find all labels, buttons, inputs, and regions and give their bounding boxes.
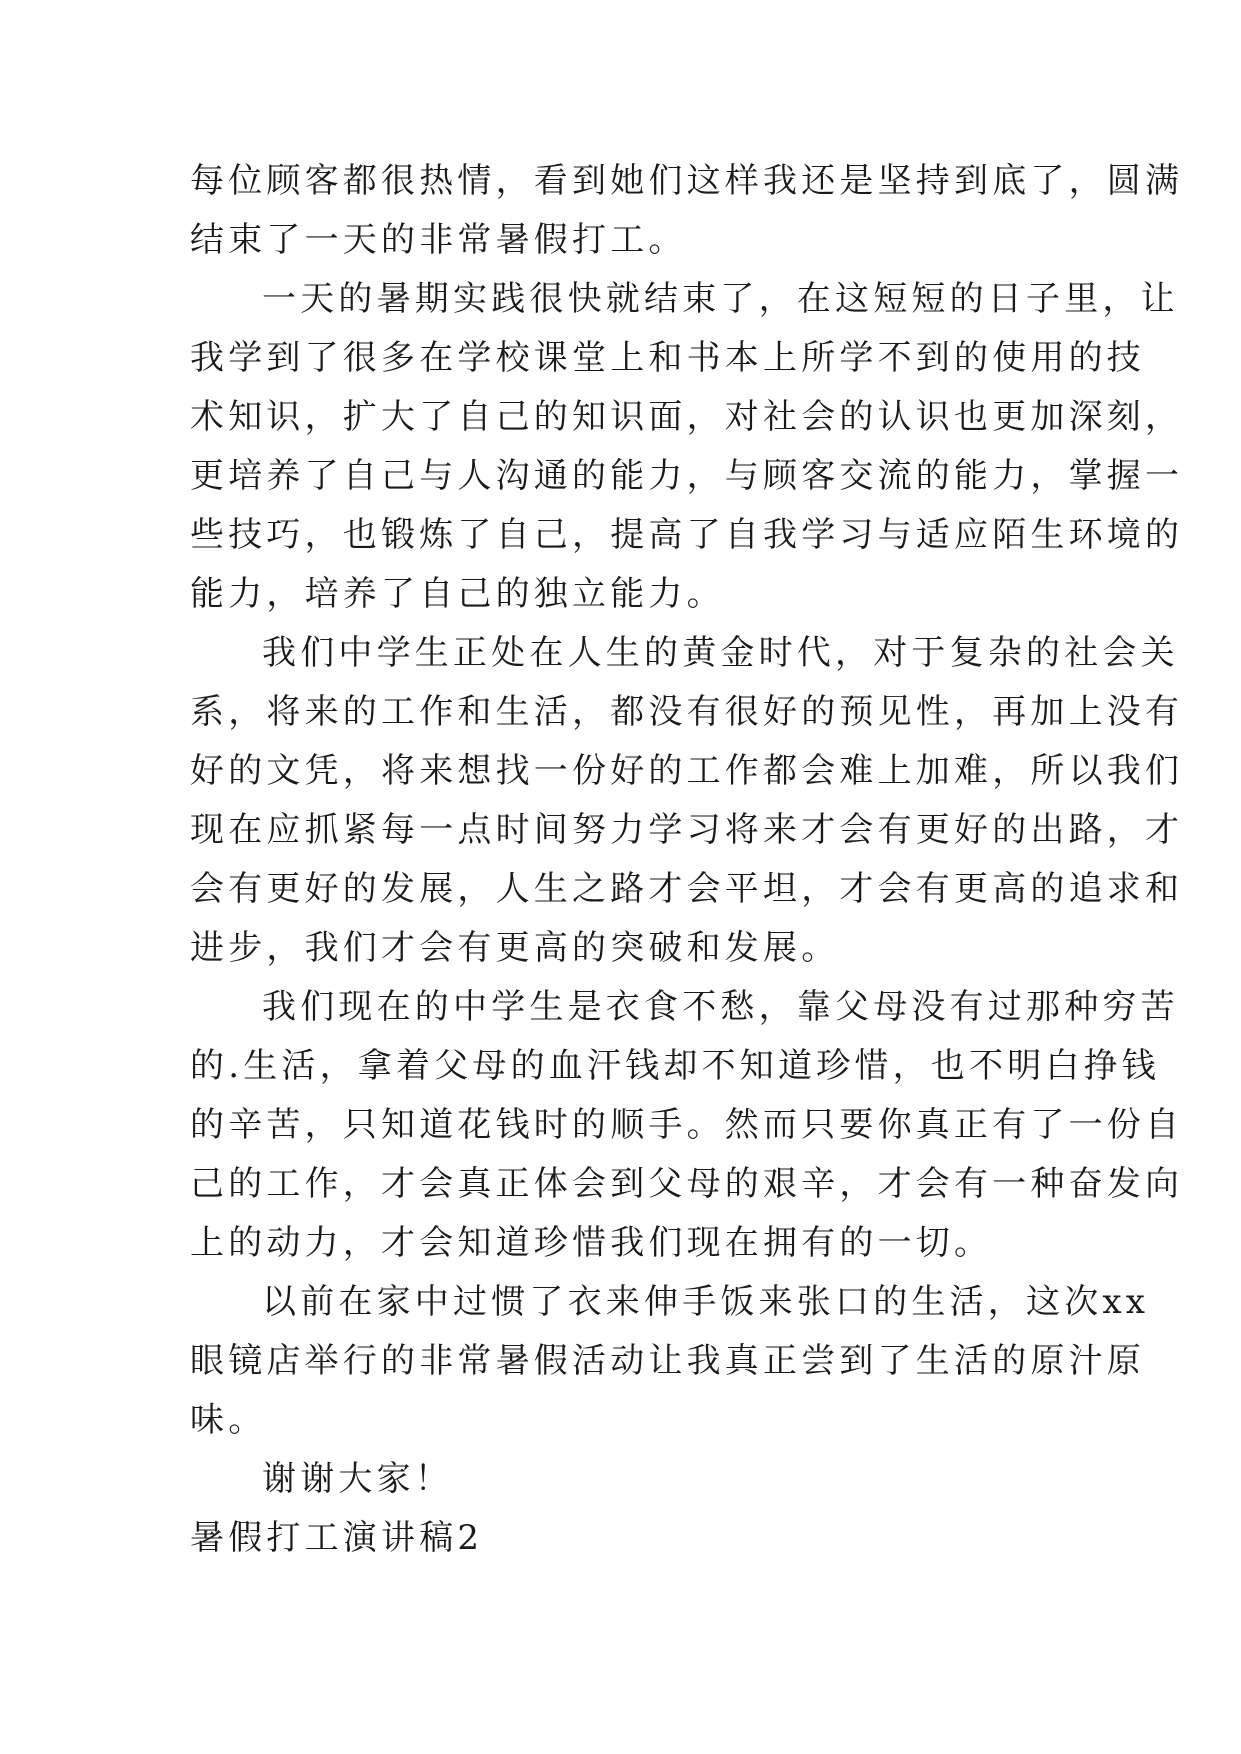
text-line: 我学到了很多在学校课堂上和书本上所学不到的使用的技: [190, 338, 1145, 378]
text-line: 以前在家中过惯了衣来伸手饭来张口的生活，这次xx: [262, 1282, 1150, 1322]
text-line: 现在应抓紧每一点时间努力学习将来才会有更好的出路，才: [190, 810, 1184, 850]
text-line: 会有更好的发展，人生之路才会平坦，才会有更高的追求和: [190, 869, 1184, 909]
paragraph-4: [190, 978, 1184, 1273]
paragraph-2: [190, 270, 1184, 624]
text-line: 味。: [190, 1400, 267, 1440]
paragraph-3: [190, 624, 1184, 978]
text-line: 我们中学生正处在人生的黄金时代，对于复杂的社会关: [262, 633, 1179, 673]
text-line: 进步，我们才会有更高的突破和发展。: [190, 928, 840, 968]
text-line: 一天的暑期实践很快就结束了，在这短短的日子里，让: [262, 279, 1179, 319]
text-line: 好的文凭，将来想找一份好的工作都会难上加难，所以我们: [190, 751, 1184, 791]
text-line: 能力，培养了自己的独立能力。: [190, 574, 725, 614]
closing-thanks: [190, 1450, 1060, 1509]
text-line: 己的工作，才会真正体会到父母的艰辛，才会有一种奋发向: [190, 1164, 1184, 1204]
text-line: 眼镜店举行的非常暑假活动让我真正尝到了生活的原汁原: [190, 1341, 1145, 1381]
text-line: 谢谢大家！: [262, 1459, 453, 1499]
text-line: 结束了一天的非常暑假打工。: [190, 220, 687, 260]
text-line: 我们现在的中学生是衣食不愁，靠父母没有过那种穷苦: [262, 987, 1179, 1027]
text-line: 系，将来的工作和生活，都没有很好的预见性，再加上没有: [190, 692, 1184, 732]
text-line: 术知识，扩大了自己的知识面，对社会的认识也更加深刻，: [190, 397, 1184, 437]
paragraph-5: [190, 1273, 1150, 1450]
text-line: 些技巧，也锻炼了自己，提高了自我学习与适应陌生环境的: [190, 515, 1184, 555]
text-line: 的辛苦，只知道花钱时的顺手。然而只要你真正有了一份自: [190, 1105, 1184, 1145]
section-heading: 暑假打工演讲稿2: [190, 1518, 484, 1558]
text-line: 每位顾客都很热情，看到她们这样我还是坚持到底了，圆满: [190, 161, 1184, 201]
text-line: 上的动力，才会知道珍惜我们现在拥有的一切。: [190, 1223, 993, 1263]
text-line: 更培养了自己与人沟通的能力，与顾客交流的能力，掌握一: [190, 456, 1184, 496]
document-body: [190, 152, 1184, 1568]
text-line: 的.生活，拿着父母的血汗钱却不知道珍惜，也不明白挣钱: [190, 1046, 1161, 1086]
paragraph-1: [190, 152, 1184, 270]
